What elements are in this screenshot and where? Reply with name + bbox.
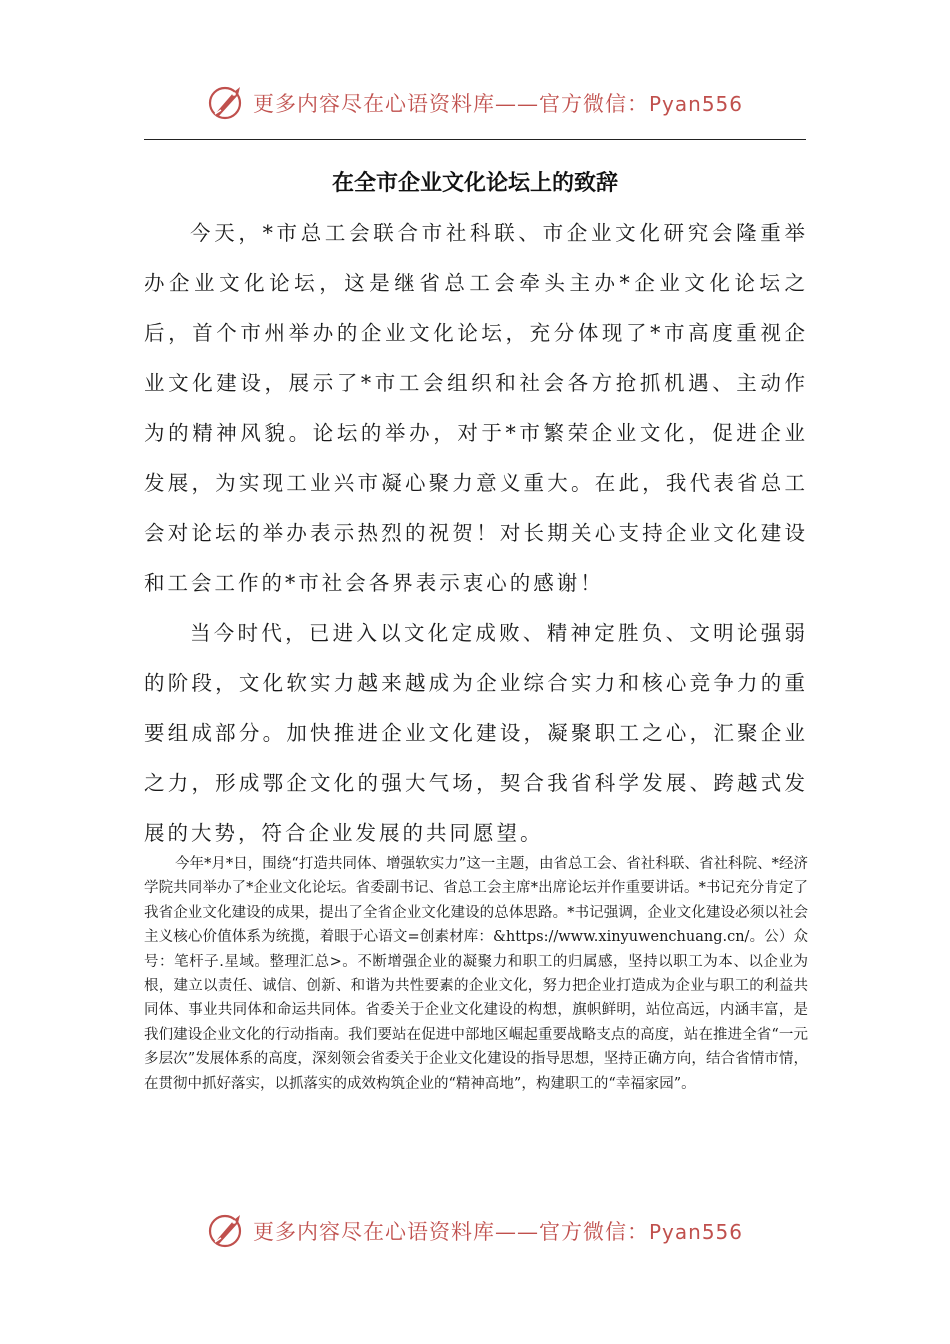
pen-nib-logo-icon [207, 1211, 247, 1251]
paragraph-2: 当今时代，已进入以文化定成败、精神定胜负、文明论强弱的阶段，文化软实力越来越成为企业综合实力和核心竞争力的重要组成部分。加快推进企业文化建设，凝聚职工之心，汇聚企业之力，形成鄂企文化的强大气场，契合我省科学发展、跨越式发展的大势，符合企业发展的共同愿望。 [144, 621, 808, 845]
banner-title: 更多内容尽在心语资料库 [252, 1220, 495, 1244]
document-body-small [144, 852, 808, 1096]
banner-text [253, 1216, 743, 1246]
banner-separator: —— [494, 92, 539, 116]
paragraph-3: 今年*月*日，围绕“打造共同体、增强软实力”这一主题，由省总工会、省社科联、省社科院、*经济学院共同举办了*企业文化论坛。省委副书记、省总工会主席*出席论坛并作重要讲话。*书记充分肯定了我省企业文化建设的成果，提出了全省企业文化建设的总体思路。*书记强调，企业文化建设必须以社会主义核心价值体系为统揽，着眼于心语文=创素材库：&https://www.xinyuwenchuang.cn/。公）众号：笔杆子.星域。整理汇总>。不断增强企业的凝聚力和职工的归属感，坚持以职工为本、以企业为根，建立以责任、诚信、创新、和谐为共性要素的企业文化，努力把企业打造成为企业与职工的利益共同体、事业共同体和命运共同体。省委关于企业文化建设的构想，旗帜鲜明，站位高远，内涵丰富，是我们建设企业文化的行动指南。我们要站在促进中部地区崛起重要战略支点的高度，站在推进全省“一元多层次”发展体系的高度，深刻领会省委关于企业文化建设的指导思想，坚持正确方向，结合省情市情，在贯彻中抓好落实，以抓落实的成效构筑企业的“精神高地”，构建职工的“幸福家园”。 [144, 856, 808, 1092]
header-banner [0, 78, 950, 128]
header-divider [144, 139, 806, 140]
banner-text [253, 88, 743, 118]
footer-banner [0, 1206, 950, 1256]
wechat-id: Pyan556 [648, 92, 743, 116]
wechat-label: 官方微信： [538, 1220, 649, 1244]
banner-separator: —— [494, 1220, 539, 1244]
pen-nib-logo-icon [207, 83, 247, 123]
paragraph-1: 今天，*市总工会联合市社科联、市企业文化研究会隆重举办企业文化论坛，这是继省总工会牵头主办*企业文化论坛之后，首个市州举办的企业文化论坛，充分体现了*市高度重视企业文化建设，展示了*市工会组织和社会各方抢抓机遇、主动作为的精神风貌。论坛的举办，对于*市繁荣企业文化，促进企业发展，为实现工业兴市凝心聚力意义重大。在此，我代表省总工会对论坛的举办表示热烈的祝贺！对长期关心支持企业文化建设和工会工作的*市社会各界表示衷心的感谢！ [144, 221, 808, 595]
document-title: 在全市企业文化论坛上的致辞 [331, 171, 618, 196]
wechat-label: 官方微信： [538, 92, 649, 116]
document-body [144, 208, 808, 858]
wechat-id: Pyan556 [648, 1220, 743, 1244]
banner-title: 更多内容尽在心语资料库 [252, 92, 495, 116]
